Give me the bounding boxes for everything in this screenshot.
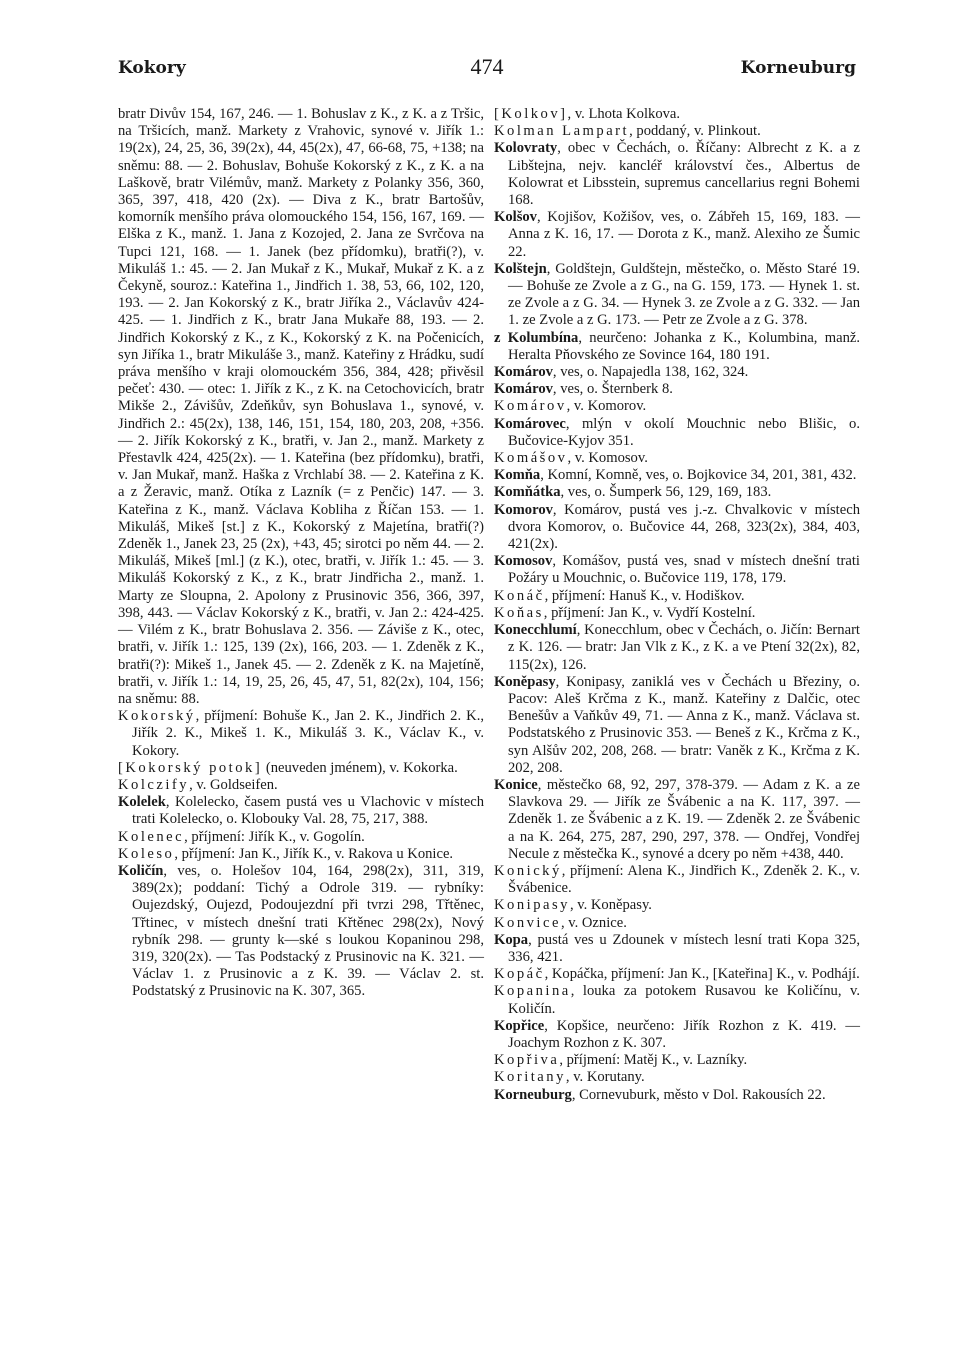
running-header <box>118 50 856 86</box>
entry-headword: Konáč <box>494 587 545 604</box>
dictionary-entry <box>494 502 860 554</box>
entry-headword: Kolenec <box>118 828 185 845</box>
dictionary-entry <box>494 863 860 897</box>
dictionary-entry <box>494 1087 860 1104</box>
entry-body: , poddaný, v. Plinkout. <box>629 123 761 140</box>
dictionary-entry <box>494 553 860 587</box>
entry-body: , v. Komorov. <box>566 398 647 415</box>
dictionary-entry <box>494 364 860 381</box>
entry-headword: Komášov <box>494 450 568 467</box>
entry-body: , Kopáčka, příjmení: Jan K., [Kateřina] K., v. Podhájí. <box>544 966 860 983</box>
entry-headword: Kolšov <box>494 209 537 226</box>
entry-headword: Kopáč <box>494 966 545 983</box>
dictionary-entry <box>494 467 860 484</box>
dictionary-entry <box>494 983 860 1017</box>
entry-headword: Komárov <box>494 364 553 381</box>
entry-body: , Konipasy, zaniklá ves v Čechách u Březiny, o. Pacov: Aleš Krčma z K., manž. Kateřiny z Dalčic, otec Benešův a Vaňkův 49, 71. — Anna z K., manž. Václava st. Podstatského z Prusinovic 353. — Beneš z K., Krčma z K., syn Alšův 202, 208, 268. — bratr: Vaněk z K., Krčma z K. 202, 208. <box>508 673 860 776</box>
entry-body: , v. Goldseifen. <box>189 776 278 793</box>
entry-headword: Kolczify <box>118 776 190 793</box>
entry-headword: Komárov <box>494 398 567 415</box>
dictionary-entry <box>494 484 860 501</box>
entry-body: , obec v Čechách, o. Říčany: Albrecht z K. a z Libštejna, nejv. kancléř království čes., Albertus de Kolowrat et Libsstein, supremus cancellarius regni Bohemi 168. <box>508 140 860 209</box>
dictionary-entry <box>118 760 484 777</box>
entry-body: , ves, o. Šumperk 56, 129, 169, 183. <box>560 484 772 501</box>
entry-body: bratr Divův 154, 167, 246. — 1. Bohuslav z K., z K. a z Tršic, na Tršicích, manž. Markety z Vrahovic, synové v. Jiřík 1.: 19(2x), 24, 25, 36, 39(2x), 44, 45(2x), 47, 66-68, 75, +138; na sněmu: 88. — 2. Bohuslav, Bohuše Kokorský z K., z K. a na Laškově, bratr Vilémův, manž. Markety z Polanky 356, 360, 365, 397, 418, 420 (2x). — Diva z K., bratr Bartošův, komorník menšího práva olomouckého 154, 156, 167, 169. — Elška z K., manž. 1. Jana z Kozojed, 2. Jana ze Svrčova na Tupci 121, 168. — 1. Janek (bez přídomku), bratři(?), v. Mikuláš 1.: 45. — 2. Jan Mukař z K., Mukař, Mukař z K. a z Čekyně, souroz.: Kateřina 1., Jindřich 1. 38, 53, 66, 102, 120, 193. — 2. Jan Kokorský z K., bratr Jiříka 2., Václavův 424-425. — 1. Jindřich z K., bratr Jana Mukaře 88, 193. — 2. Jindřich Kokorský z K., z K., Kokorský z K. na Počenicích, syn Jiříka 1., bratr Mikuláše 3., manž. Kateřiny z Hrádku, sudí práva menšího v kraji olomouckém 356, 384, 428; přivěsil pečeť: 430. — otec: 1. Jiřík z K., z K. na Cetochovicích, bratr Mikše 2., Závišův, Zdeňkův, syn Bohuslava 1., synové, v. Jindřich 2.: 45(2x), 138, 146, 151, 154, 180, 203, 208, +356. — 2. Jiřík Kokorský z K., bratři, v. Jan 2., manž. Markety z Přestavlk 424, 425(2x). — 1. Kateřina (bez přídomku), bratři, v. Jan Mukař, manž. Haška z Vrchlabí 38. — 2. Kateřina z K. a z Žeravic, manž. Otíka z Lazník (= z Penčic) 147. — 3. Kateřina z K., manž. Václava Kobliha z Říčan 153. — 1. Mikuláš, Mikeš [st.] z K., Kokorský z Majetína, bratři(?) Zdeněk 1., Janek 23, 25 (2x), +43, 45; sirotci po něm 44. — 2. Mikuláš, Mikeš [ml.] (z K.), otec, bratři, v. Jiřík 1.: 45. — 3. Mikuláš Kokorský z K., z K., bratr Jindřicha 2., manž. 1. Marty ze Sloupna, 2. Apolony z Prusinovic 356, 366, 397, 398, 443. — Václav Kokorský z K., bratři, v. Jan 2.: 424-425. — Vilém z K., bratr Bohuslava 2. 356. — Záviše z K., otec, bratři, v. Jiřík 1.: 125, 139 (2x), 166, 203. — 1. Zdeněk z K., bratři(?): Mikeš 1., Janek 45. — 2. Zdeněk z K. na Majetíně, bratři, v. Jiřík 1.: 14, 19, 25, 26, 45, 47, 51, 82(2x), 104, 156; na sněmu: 88. <box>118 106 484 707</box>
dictionary-entry <box>494 209 860 261</box>
dictionary-entry <box>494 381 860 398</box>
dictionary-entry <box>494 622 860 674</box>
dictionary-entry <box>494 605 860 622</box>
entry-headword: Kolman Lampart <box>494 123 630 140</box>
entry-body: , Komárov, pustá ves j.-z. Chvalkovic v místech dvora Komorov, o. Bučovice 44, 268, 323(2x), 384, 403, 421(2x). <box>508 501 860 553</box>
entry-body: , ves, o. Holešov 104, 164, 298(2x), 311, 319, 389(2x); poddaní: Tichý a Odrole 319. — rybníky: Oujezdský, Oujezd, Podoujezdní při tvrzi 298, Třtěnec, Třtinec, v místech dnešní trati Křtěnec 298(2x), Nový rybník 298. — grunty k—ské s loukou Kopaninou 298, 319, 320(2x). — Tas Podstacký z Prusinovic na K. 321. — Václav 1. z Prusinovic a z K. 39. — Václav 2. st. Podstatský z Prusinovic na K. 307, 365. <box>132 862 484 1000</box>
page-number: 474 <box>470 54 504 79</box>
dictionary-entry <box>494 450 860 467</box>
entry-body: , Kolelecko, časem pustá ves u Vlachovic v místech trati Kolelecko, o. Klobouky Val. 28, 75, 217, 388. <box>132 794 484 828</box>
dictionary-entry <box>118 708 484 760</box>
entry-body: , v. Koněpasy. <box>569 897 652 914</box>
entry-body: , v. Lhota Kolkova. <box>567 106 681 122</box>
entry-body: (neuveden jménem), v. Kokorka. <box>262 759 458 776</box>
entry-headword: Kopřice <box>494 1017 545 1034</box>
dictionary-entry <box>494 330 860 364</box>
left-column <box>118 106 484 1001</box>
entry-body: , příjmení: Jan K., v. Vydří Kostelní. <box>543 604 756 621</box>
entry-body: , Goldštejn, Guldštejn, městečko, o. Město Staré 19. — Bohuše ze Zvole a z G., na G. 159, 173. — Hynek 1. st. ze Zvole a z G. 34. — Hynek 3. ze Zvole a z G. 332. — Jan 1. ze Zvole a z G. 173. — Petr ze Zvole a z G. 378. <box>508 260 860 329</box>
dictionary-entry <box>494 915 860 932</box>
entry-body: , příjmení: Jiřík K., v. Gogolín. <box>184 828 365 845</box>
entry-body: , louka za potokem Rusavou ke Količínu, v. Količín. <box>508 983 860 1017</box>
dictionary-entry <box>494 1052 860 1069</box>
entry-headword: Komosov <box>494 553 553 570</box>
entry-body: , v. Oznice. <box>560 914 627 931</box>
dictionary-entry <box>494 932 860 966</box>
entry-headword: Količín <box>118 862 164 879</box>
entry-headword: Konice <box>494 776 538 793</box>
dictionary-entry <box>494 1069 860 1086</box>
entry-headword: Komárovec <box>494 415 566 432</box>
entry-body: , Komní, Komně, ves, o. Bojkovice 34, 201, 381, 432. <box>540 467 857 484</box>
dictionary-entry <box>494 261 860 330</box>
dictionary-entry <box>494 416 860 450</box>
dictionary-entry <box>494 674 860 777</box>
header-last-entry: Korneuburg <box>740 58 856 78</box>
entry-headword: Komňa <box>494 467 541 484</box>
entry-headword: [Kolkov] <box>494 106 568 122</box>
entry-body: , mlýn v okolí Mouchnic nebo Blišic, o. Bučovice-Kyjov 351. <box>508 415 860 449</box>
dictionary-entry <box>494 588 860 605</box>
entry-headword: Kopa <box>494 931 529 948</box>
entry-headword: [Kokorský potok] <box>118 759 263 776</box>
entry-body: , Kojišov, Kožišov, ves, o. Zábřeh 15, 169, 183. — Anna z K. 16, 17. — Dorota z K., manž. Alexiho ze Šumic 22. <box>508 209 860 260</box>
dictionary-entry <box>494 123 860 140</box>
entry-headword: Konecchlumí <box>494 622 577 639</box>
entry-headword: Kolštejn <box>494 260 547 277</box>
entry-headword: Kopanina <box>494 983 571 1000</box>
header-first-entry: Kokory <box>118 58 186 78</box>
right-column <box>494 106 860 1104</box>
entry-headword: Koritany <box>494 1069 566 1086</box>
entry-headword: Komárov <box>494 381 553 398</box>
dictionary-entry <box>118 863 484 1001</box>
entry-headword: Kolovraty <box>494 140 558 157</box>
entry-headword: Koleso <box>118 845 175 862</box>
entry-body: , příjmení: Hanuš K., v. Hodiškov. <box>544 587 745 604</box>
entry-body: , pustá ves u Zdounek v místech lesní trati Kopa 325, 336, 421. <box>508 931 860 965</box>
dictionary-entry <box>494 1018 860 1052</box>
dictionary-entry <box>118 106 484 708</box>
entry-headword: Konvice <box>494 914 561 931</box>
entry-body: , příjmení: Matěj K., v. Lazníky. <box>559 1052 748 1069</box>
entry-body: , příjmení: Jan K., Jiřík K., v. Rakova u Konice. <box>174 845 454 862</box>
entry-body: , Cornevuburk, město v Dol. Rakousích 22. <box>571 1086 826 1103</box>
dictionary-entry <box>118 794 484 828</box>
entry-body: , příjmení: Alena K., Jindřich K., Zdeněk 2. K., v. Švábenice. <box>508 862 860 897</box>
entry-headword: Korneuburg <box>494 1086 572 1103</box>
entry-body: , Konecchlum, obec v Čechách, o. Jičín: Bernart z K. 126. — bratr: Jan Vlk z K., z K. a ve Ptení 32(2x), 82, 115(2x), 126. <box>508 622 860 673</box>
dictionary-entry <box>494 777 860 863</box>
dictionary-entry <box>494 140 860 209</box>
dictionary-entry <box>494 106 860 123</box>
entry-headword: z Kolumbína <box>494 329 579 346</box>
entry-body: , Kopšice, neurčeno: Jiřík Rozhon z K. 419. — Joachym Rozhon z K. 307. <box>508 1017 860 1051</box>
entry-headword: Komorov <box>494 501 553 518</box>
entry-body: , městečko 68, 92, 297, 378-379. — Adam z K. a ze Slavkova 29. — Jiřík ze Švábenic a na K. 117, 397. — Zdeněk 1. ze Švábenic a z K. 19. — Zdeněk 2. ze Švábenic a na K. 264, 275, 287, 290, 297, 378. — Ondřej, Vondřej Necule z městečka K., synové a dcery po něm +438, 440. <box>508 776 860 862</box>
entry-headword: Konický <box>494 862 562 879</box>
entry-body: , ves, o. Napajedla 138, 162, 324. <box>552 364 749 381</box>
dictionary-entry <box>118 829 484 846</box>
dictionary-entry <box>494 398 860 415</box>
entry-headword: Kopřiva <box>494 1052 560 1069</box>
entry-headword: Kolelek <box>118 794 166 811</box>
entry-headword: Kokorský <box>118 708 196 725</box>
entry-headword: Konipasy <box>494 897 570 914</box>
dictionary-entry <box>494 966 860 983</box>
entry-body: , v. Korutany. <box>565 1069 645 1086</box>
entry-headword: Koňas <box>494 604 544 621</box>
entry-body: , příjmení: Bohuše K., Jan 2. K., Jindřich 2. K., Jiřík 2. K., Mikeš 1. K., Mikuláš 3. K., Václav K., v. Kokory. <box>132 708 484 759</box>
dictionary-entry <box>118 777 484 794</box>
entry-headword: Komňátka <box>494 484 561 501</box>
entry-body: , v. Komosov. <box>567 450 648 467</box>
entry-headword: Koněpasy <box>494 673 556 690</box>
dictionary-entry <box>118 846 484 863</box>
entry-body: , neurčeno: Johanka z K., Kolumbina, manž. Heralta Pňovského ze Sovince 164, 180 191. <box>508 329 861 363</box>
entry-body: , ves, o. Šternberk 8. <box>552 381 673 398</box>
entry-body: , Komášov, pustá ves, snad v místech dnešní trati Požáry u Mouchnic, o. Bučovice 119, 178, 179. <box>508 553 860 587</box>
dictionary-entry <box>494 897 860 914</box>
